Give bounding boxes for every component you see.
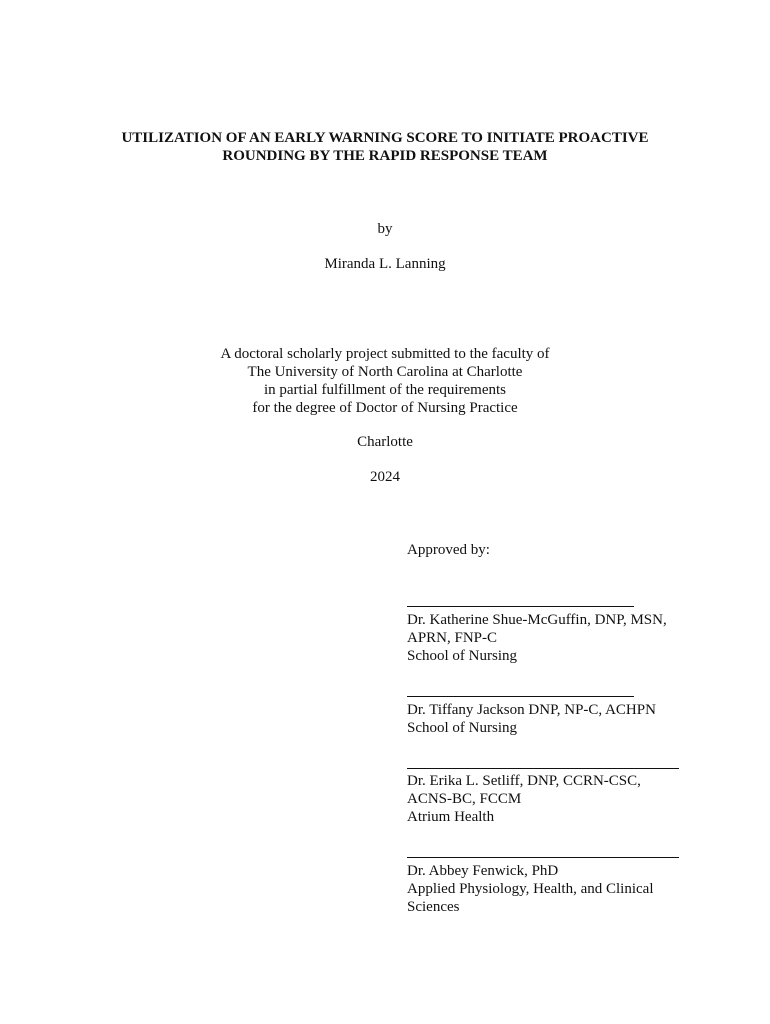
signatory-credentials: ACNS-BC, FCCM [407, 791, 522, 807]
signatory-affiliation: Atrium Health [407, 809, 495, 825]
signatory-name: Dr. Erika L. Setliff, DNP, CCRN-CSC, [407, 773, 641, 789]
signatory-block [407, 611, 707, 665]
signatory-name: Dr. Abbey Fenwick, PhD [407, 863, 559, 879]
by-label: by [377, 221, 393, 237]
signatory-block [407, 701, 707, 737]
author-name: Miranda L. Lanning [324, 256, 446, 272]
signature-line [407, 857, 679, 858]
year: 2024 [370, 469, 400, 485]
title-line-2: ROUNDING BY THE RAPID RESPONSE TEAM [222, 148, 548, 164]
submission-statement [0, 345, 770, 417]
signatory-name: Dr. Tiffany Jackson DNP, NP-C, ACHPN [407, 702, 656, 718]
statement-line-1: A doctoral scholarly project submitted to the faculty of [220, 346, 550, 362]
signatory-affiliation: School of Nursing [407, 648, 517, 664]
signature-line [407, 696, 634, 697]
title-line-1: UTILIZATION OF AN EARLY WARNING SCORE TO INITIATE PROACTIVE [121, 130, 649, 146]
location: Charlotte [357, 434, 413, 450]
signatory-block [407, 772, 707, 826]
signatory-credentials: APRN, FNP-C [407, 630, 498, 646]
signature-line [407, 606, 634, 607]
statement-line-2: The University of North Carolina at Charlotte [247, 364, 523, 380]
approved-by-label: Approved by: [407, 542, 490, 558]
signatory-block [407, 862, 707, 916]
signatory-name: Dr. Katherine Shue-McGuffin, DNP, MSN, [407, 612, 667, 628]
signatory-affiliation: School of Nursing [407, 720, 517, 736]
statement-line-3: in partial fulfillment of the requirements [263, 382, 506, 398]
document-title [0, 129, 770, 165]
signatory-affiliation: Applied Physiology, Health, and Clinical [407, 881, 654, 897]
signatory-affiliation-cont: Sciences [407, 899, 460, 915]
signature-line [407, 768, 679, 769]
statement-line-4: for the degree of Doctor of Nursing Practice [252, 400, 518, 416]
